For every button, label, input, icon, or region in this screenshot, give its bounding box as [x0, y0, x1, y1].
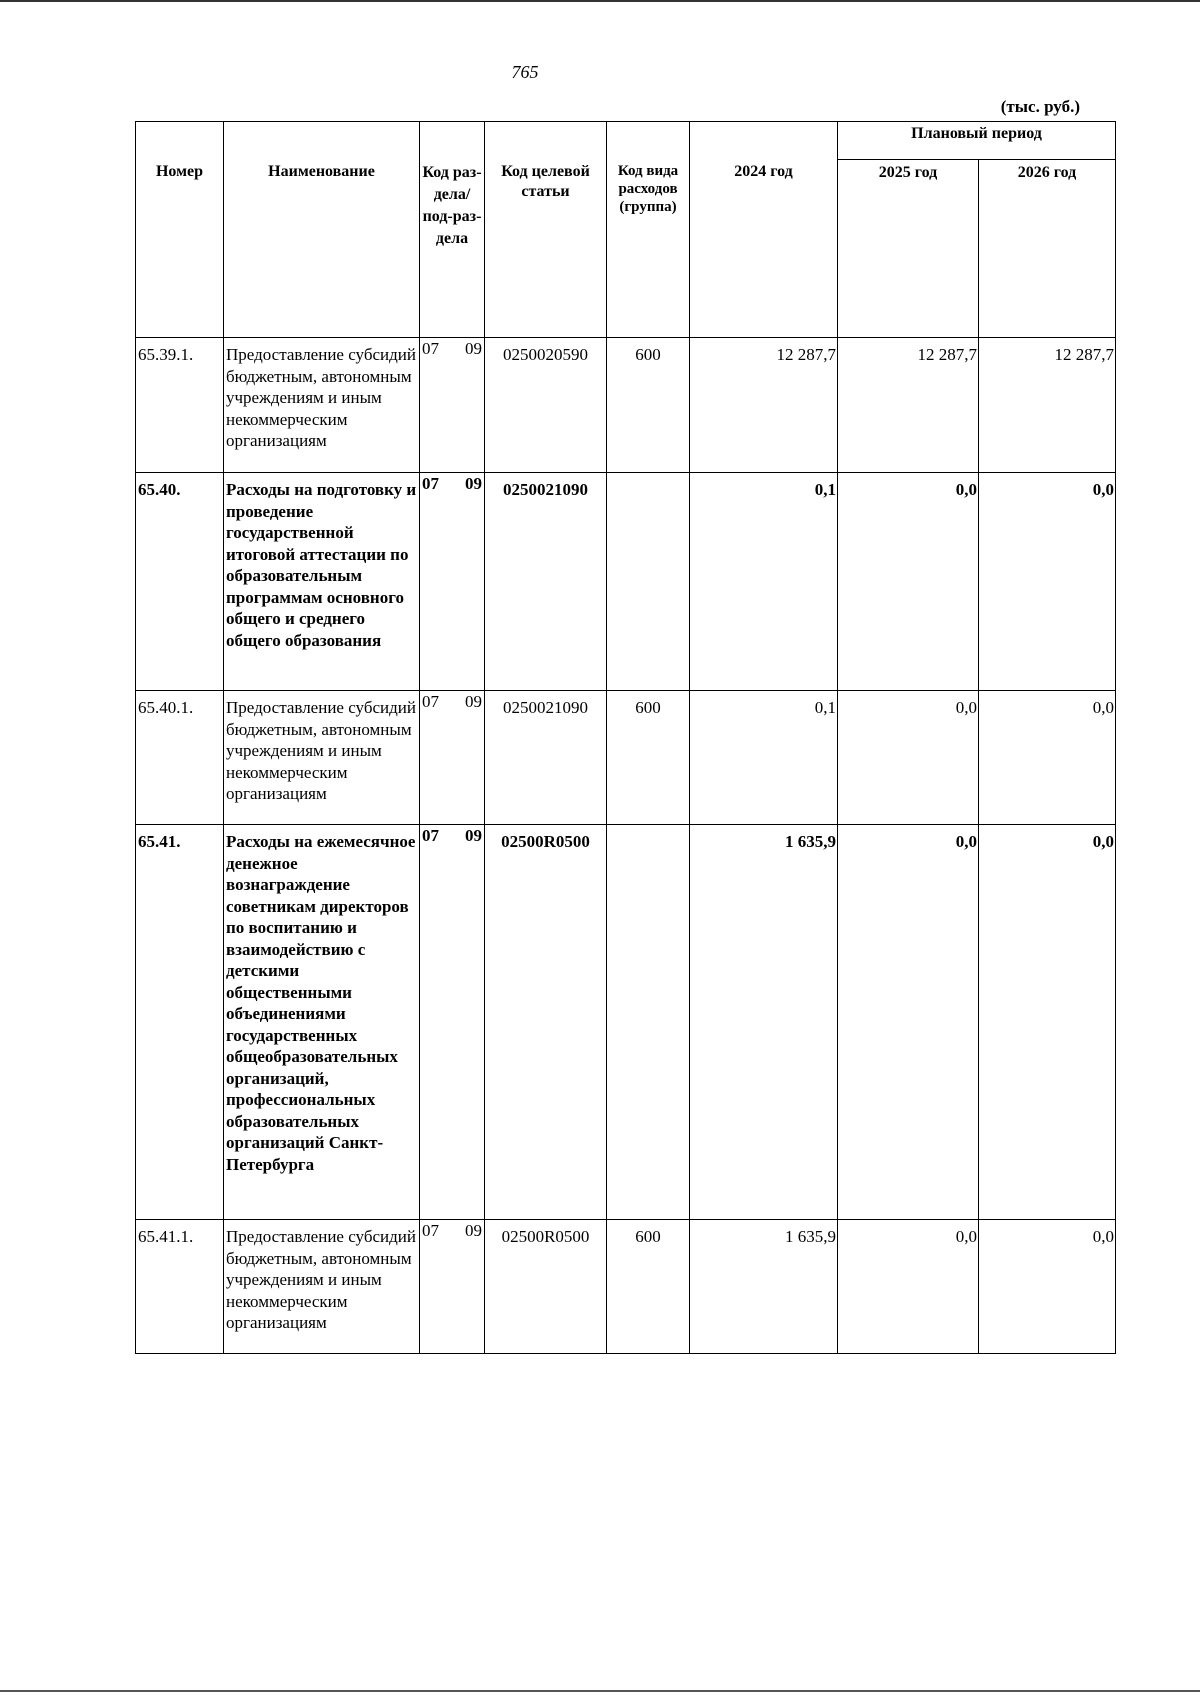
- row-value-2025: 0,0: [838, 825, 979, 1220]
- row-value-2026: 0,0: [979, 691, 1116, 825]
- header-2025: 2025 год: [838, 160, 979, 338]
- row-value-2026: 0,0: [979, 473, 1116, 691]
- row-value-2026: 0,0: [979, 825, 1116, 1220]
- row-expense-type: 600: [607, 338, 690, 473]
- header-target-code: Код целевой статьи: [485, 122, 607, 338]
- budget-table: [135, 121, 1116, 1354]
- header-2024: 2024 год: [690, 122, 838, 338]
- row-number: 65.40.: [136, 473, 224, 691]
- row-expense-type: 600: [607, 691, 690, 825]
- page-number: 765: [511, 62, 539, 82]
- row-value-2024: 1 635,9: [690, 1220, 838, 1354]
- row-name: Предоставление субсидий бюджетным, автономным учреждениям и иным некоммерческим организациям: [224, 338, 420, 473]
- row-name: Расходы на ежемесячное денежное вознаграждение советникам директоров по воспитанию и взаимодействию с детскими общественными объединениями государственных общеобразовательных организаций, профессиональных образовательных организаций Санкт-Петербурга: [224, 825, 420, 1220]
- razdel-code: 07: [422, 339, 439, 358]
- units-label: (тыс. руб.): [1000, 97, 1080, 116]
- podrazdel-code: 09: [465, 339, 482, 358]
- table-row: [136, 1220, 1116, 1354]
- row-target-code: 0250020590: [485, 338, 607, 473]
- podrazdel-code: 09: [465, 826, 482, 845]
- row-number: 65.41.1.: [136, 1220, 224, 1354]
- row-value-2025: 12 287,7: [838, 338, 979, 473]
- row-expense-type: [607, 473, 690, 691]
- header-razdel: Код раз-дела/ под-раз-дела: [420, 122, 485, 338]
- header-2026: 2026 год: [979, 160, 1116, 338]
- row-value-2024: 0,1: [690, 691, 838, 825]
- header-number: Номер: [136, 122, 224, 338]
- row-target-code: 02500R0500: [485, 1220, 607, 1354]
- row-number: 65.39.1.: [136, 338, 224, 473]
- row-value-2024: 1 635,9: [690, 825, 838, 1220]
- row-value-2026: 12 287,7: [979, 338, 1116, 473]
- razdel-code: 07: [422, 474, 439, 493]
- header-expense-type: Код вида расходов (группа): [607, 122, 690, 338]
- razdel-code: 07: [422, 692, 439, 711]
- podrazdel-code: 09: [465, 1221, 482, 1240]
- row-target-code: 0250021090: [485, 473, 607, 691]
- row-razdel: [420, 338, 485, 473]
- row-razdel: [420, 473, 485, 691]
- row-target-code: 02500R0500: [485, 825, 607, 1220]
- row-value-2025: 0,0: [838, 1220, 979, 1354]
- header-row-1: [136, 122, 1116, 160]
- row-value-2024: 12 287,7: [690, 338, 838, 473]
- row-value-2025: 0,0: [838, 691, 979, 825]
- podrazdel-code: 09: [465, 692, 482, 711]
- row-razdel: [420, 1220, 485, 1354]
- table-row: [136, 338, 1116, 473]
- header-plan-period: Плановый период: [838, 122, 1116, 160]
- row-razdel: [420, 691, 485, 825]
- row-value-2024: 0,1: [690, 473, 838, 691]
- row-number: 65.41.: [136, 825, 224, 1220]
- row-name: Расходы на подготовку и проведение государственной итоговой аттестации по образовательным программам основного общего и среднего общего образования: [224, 473, 420, 691]
- table-row: [136, 825, 1116, 1220]
- row-expense-type: [607, 825, 690, 1220]
- row-name: Предоставление субсидий бюджетным, автономным учреждениям и иным некоммерческим организациям: [224, 691, 420, 825]
- row-name: Предоставление субсидий бюджетным, автономным учреждениям и иным некоммерческим организациям: [224, 1220, 420, 1354]
- table-row: [136, 473, 1116, 691]
- table-row: [136, 691, 1116, 825]
- scan-border-bottom: [0, 1690, 1200, 1692]
- razdel-code: 07: [422, 1221, 439, 1240]
- row-razdel: [420, 825, 485, 1220]
- row-number: 65.40.1.: [136, 691, 224, 825]
- podrazdel-code: 09: [465, 474, 482, 493]
- row-value-2026: 0,0: [979, 1220, 1116, 1354]
- row-target-code: 0250021090: [485, 691, 607, 825]
- scan-border-top: [0, 0, 1200, 2]
- row-expense-type: 600: [607, 1220, 690, 1354]
- row-value-2025: 0,0: [838, 473, 979, 691]
- razdel-code: 07: [422, 826, 439, 845]
- header-name: Наименование: [224, 122, 420, 338]
